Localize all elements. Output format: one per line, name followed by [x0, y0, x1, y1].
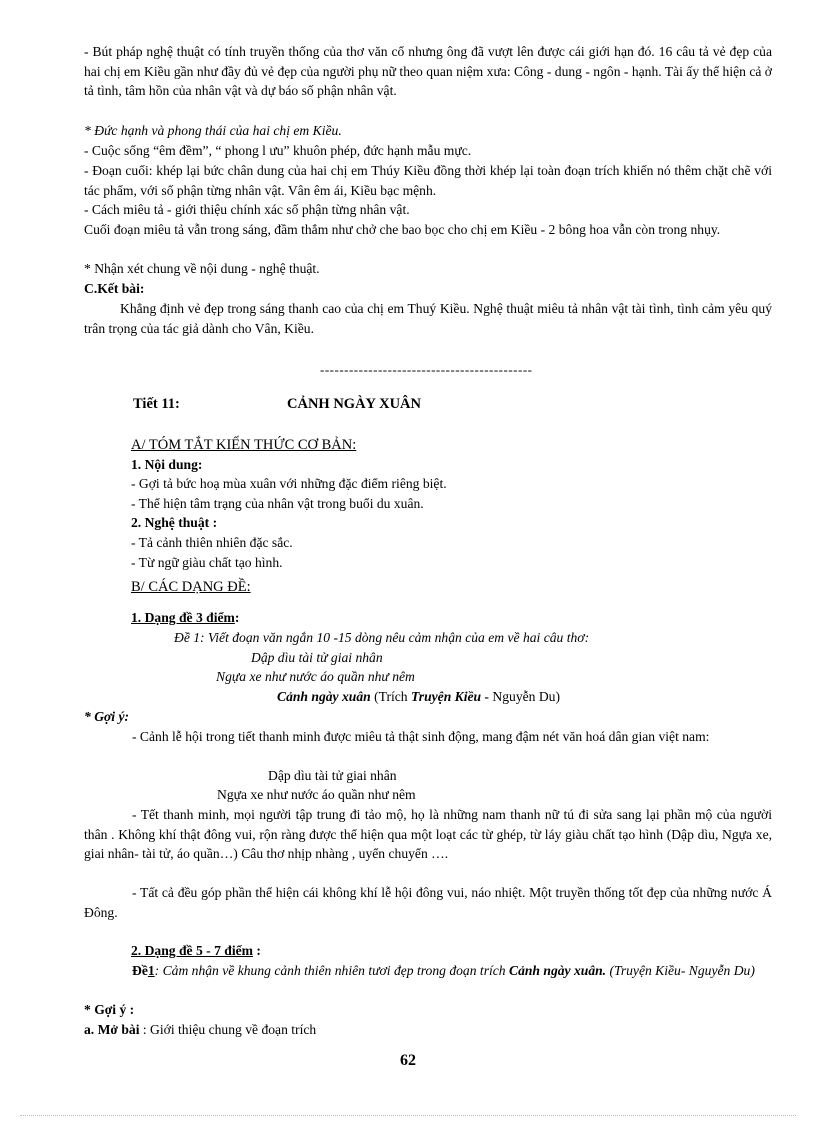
- line-nhan-xet: * Nhận xét chung về nội dung - nghệ thuật.: [84, 261, 320, 276]
- poem-line-2: Ngựa xe như nước áo quần như nêm: [216, 669, 415, 684]
- poem-source: [277, 687, 560, 707]
- de-1-prompt: Đề 1: Viết đoạn văn ngắn 10 -15 dòng nêu cảm nhận của em về hai câu thơ:: [174, 630, 590, 645]
- source-open: (Trích: [370, 689, 411, 704]
- de-2-text: : Cảm nhận về khung cảnh thiên nhiên tươi đẹp trong đoạn trích: [154, 963, 509, 978]
- paragraph-ket-bai: Khẳng định vẻ đẹp trong sáng thanh cao của chị em Thuý Kiều. Nghệ thuật miêu tả nhân vật tài tình, tình cảm yêu quý trân trọng của tác giả dành cho Vân, Kiều.: [84, 301, 772, 336]
- mo-bai-heading: a. Mở bài: [84, 1022, 140, 1037]
- goi-y-heading: * Gợi ý:: [84, 709, 130, 724]
- noi-dung-item-2: - Thể hiện tâm trạng của nhân vật trong buổi du xuân.: [131, 496, 424, 511]
- section-b-heading: B/ CÁC DẠNG ĐỀ:: [131, 579, 251, 595]
- line-cach-mieu-ta: - Cách miêu tả - giới thiệu chính xác số phận từng nhân vật.: [84, 202, 410, 217]
- dang-de-1-heading: [131, 608, 239, 628]
- goi-y-poem-line-2: Ngựa xe như nước áo quần như nêm: [217, 787, 416, 802]
- dang-de-2-label: 2. Dạng đề 5 - 7 điểm: [131, 943, 253, 958]
- heading-duc-hanh: * Đức hạnh và phong thái của hai chị em Kiều.: [84, 123, 342, 138]
- noi-dung-heading: 1. Nội dung:: [131, 457, 203, 472]
- de-2-number: 1: [147, 963, 155, 978]
- dang-de-2-colon: :: [252, 943, 261, 958]
- mo-bai-line: [84, 1020, 316, 1040]
- nghe-thuat-item-2: - Từ ngữ giàu chất tạo hình.: [131, 555, 283, 570]
- de-2-tail: (Truyện Kiều- Nguyễn Du): [606, 963, 755, 978]
- de-2-bold-title: Cảnh ngày xuân.: [509, 963, 607, 978]
- goi-y-paragraph-2: - Tết thanh minh, mọi người tập trung đi tảo mộ, họ là những nam thanh nữ tú đi sửa sang lại phần mộ của người thân . Không khí thật đông vui, rộn ràng được thể hiện qua một loạt các từ ghép, từ láy giàu chất tạo hình (Dập dìu, Ngựa xe, giai nhân- tài tử, áo quần…) Câu thơ nhịp nhàng , uyển chuyển ….: [84, 807, 772, 861]
- nghe-thuat-heading: 2. Nghệ thuật :: [131, 515, 218, 530]
- poem-line-1: Dập dìu tài tử giai nhân: [251, 650, 383, 665]
- goi-y-poem-line-1: Dập dìu tài tử giai nhân: [268, 768, 397, 783]
- de-2-label: Đề: [132, 963, 148, 978]
- section-a-heading: A/ TÓM TẮT KIẾN THỨC CƠ BẢN:: [131, 437, 357, 453]
- lesson-label: Tiết 11:: [133, 396, 180, 412]
- source-title: Cảnh ngày xuân: [277, 689, 371, 704]
- heading-ket-bai: C.Kết bài:: [84, 281, 145, 296]
- goi-y-paragraph-1: - Cảnh lễ hội trong tiết thanh minh được miêu tả thật sinh động, mang đậm nét văn hoá dân gian việt nam:: [132, 729, 710, 744]
- page-edge-divider: [20, 1115, 796, 1116]
- paragraph-but-phap: - Bút pháp nghệ thuật có tính truyền thống của thơ văn cổ nhưng ông đã vượt lên được cái giới hạn đó. 16 câu tả vẻ đẹp của hai chị em Kiều gần như đầy đủ vẻ đẹp của người phụ nữ theo quan niệm xưa: Công - dung - ngôn - hạnh. Tài ấy thể hiện cả ở tả tình, tâm hồn của nhân vật và dự báo số phận nhân vật.: [84, 44, 772, 98]
- dang-de-1-label: 1. Dạng đề 3 điểm: [131, 610, 235, 625]
- nghe-thuat-item-1: - Tả cảnh thiên nhiên đặc sắc.: [131, 535, 293, 550]
- mo-bai-text: : Giới thiệu chung về đoạn trích: [139, 1022, 317, 1037]
- dang-de-2-heading: [131, 941, 261, 961]
- goi-y-2-heading: * Gợi ý :: [84, 1002, 135, 1017]
- page-number: 62: [400, 1052, 416, 1069]
- dang-de-1-colon: :: [234, 610, 240, 625]
- line-cuoc-song: - Cuộc sống “êm đềm”, “ phong l ưu” khuôn phép, đức hạnh mẫu mực.: [84, 143, 472, 158]
- paragraph-cuoi-doan: Cuối đoạn miêu tả vẫn trong sáng, đầm thắm như chở che bao bọc cho chị em Kiều - 2 bông hoa vẫn còn trong nhụy.: [84, 222, 721, 237]
- goi-y-paragraph-3: - Tất cả đều góp phần thể hiện cái không khí lễ hội đông vui, náo nhiệt. Một truyền thống tốt đẹp của những nước Á Đông.: [84, 885, 772, 920]
- source-book: Truyện Kiều -: [410, 689, 490, 704]
- source-author: Nguyễn Du): [489, 689, 561, 704]
- lesson-title: CẢNH NGÀY XUÂN: [287, 396, 421, 412]
- noi-dung-item-1: - Gợi tả bức hoạ mùa xuân với những đặc điểm riêng biệt.: [131, 476, 447, 491]
- separator-line: --------------------------------------------: [320, 362, 533, 377]
- de-2-prompt: [84, 961, 772, 981]
- paragraph-doan-cuoi: - Đoạn cuối: khép lại bức chân dung của hai chị em Thúy Kiều đồng thời khép lại toàn đoạn trích khiến nó thêm chặt chẽ với tác phẩm, với số phận từng nhân vật. Vân êm ái, Kiều bạc mệnh.: [84, 163, 772, 198]
